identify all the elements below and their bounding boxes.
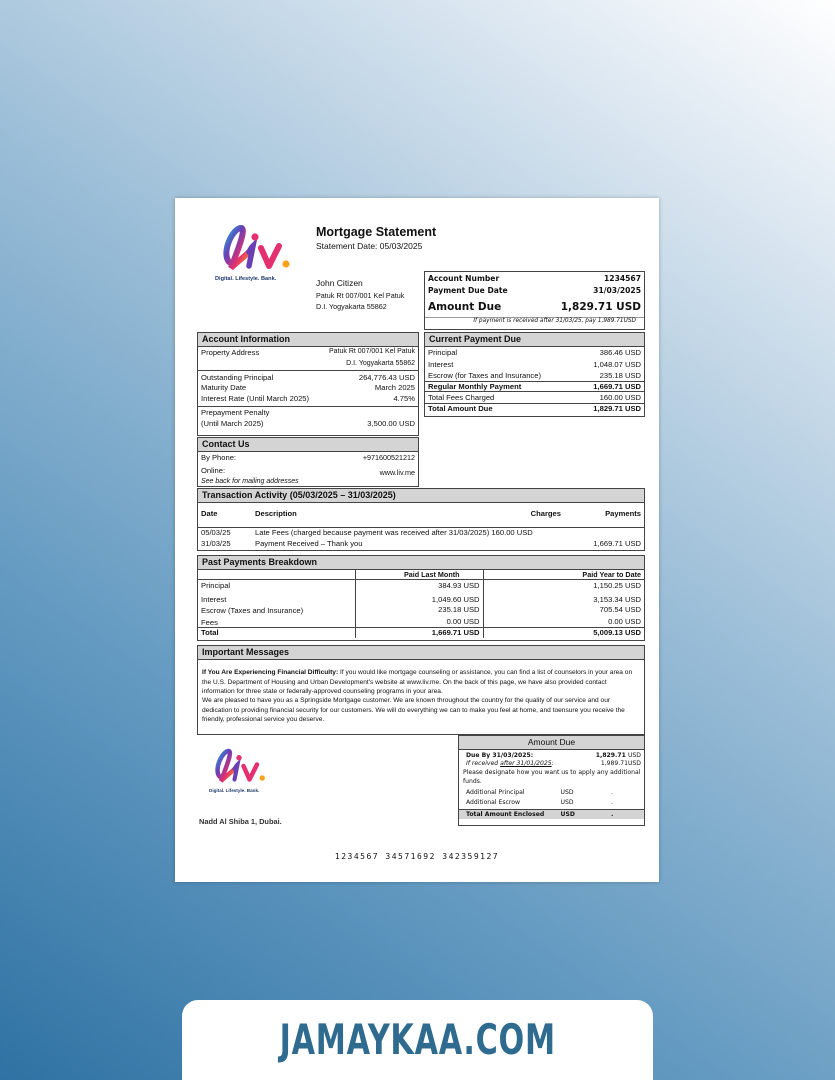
liv-logo-icon xyxy=(215,222,295,274)
past-total-year: 5,009.13 USD xyxy=(483,628,644,638)
message-paragraph-1 xyxy=(202,668,640,696)
current-principal-label: Principal xyxy=(428,348,458,358)
table-row xyxy=(198,591,644,604)
table-row-total xyxy=(198,628,644,638)
past-row-year: 705.54 USD xyxy=(483,604,644,615)
coupon-due-amount xyxy=(596,752,641,760)
additional-principal-row[interactable] xyxy=(459,789,644,797)
additional-escrow-input[interactable]: . xyxy=(611,799,613,807)
customer-block xyxy=(316,278,404,311)
bank-address: Nadd Al Shiba 1, Dubai. xyxy=(199,817,282,826)
past-row-label: Interest xyxy=(201,594,227,604)
customer-name: John Citizen xyxy=(316,278,363,288)
coupon-due-currency: USD xyxy=(627,751,641,759)
message-p2: We are pleased to have you as a Springside Mortgage customer. We are known throughout the country for the quality of our service and our dedication to providing financial security for our customers. We will do everything we can to make you feel at home, and toensure you receive the friendly, professional service you deserve. xyxy=(202,697,625,724)
property-address-line1: Patuk Rt 007/001 Kel Patuk xyxy=(329,348,415,356)
total-enclosed-label: Total Amount Enclosed xyxy=(466,810,545,818)
additional-principal-input[interactable]: . xyxy=(611,788,613,796)
bottom-bank-logo xyxy=(209,746,279,794)
col-payments: Payments xyxy=(605,509,641,519)
coupon-due-value: 1,829.71 xyxy=(595,751,626,759)
past-payments-table xyxy=(198,570,644,637)
interest-rate-label: Interest Rate (Until March 2025) xyxy=(201,394,310,404)
row-description-charges xyxy=(252,527,564,537)
row-payments xyxy=(564,527,644,537)
col-date: Date xyxy=(201,509,218,519)
past-row-last: 384.93 USD xyxy=(355,580,483,591)
mortgage-statement-document xyxy=(175,198,659,882)
transaction-activity-box xyxy=(197,488,645,551)
total-enclosed-row[interactable] xyxy=(459,809,644,820)
online-value[interactable]: www.liv.me xyxy=(379,467,415,477)
transaction-activity-header: Transaction Activity (05/03/2025 – 31/03/2025) xyxy=(198,489,644,503)
additional-principal-currency: USD xyxy=(560,788,574,796)
payment-due-label: Payment Due Date xyxy=(428,286,508,296)
table-row xyxy=(198,527,644,537)
total-enclosed-input[interactable]: . xyxy=(611,810,614,818)
row-charges xyxy=(494,537,564,548)
account-barcode-numbers: 1234567 34571692 342359127 xyxy=(334,852,500,861)
current-principal-value: 386.46 USD xyxy=(599,348,641,358)
additional-escrow-row[interactable] xyxy=(459,799,644,807)
past-row-year: 3,153.34 USD xyxy=(483,591,644,604)
past-row-label: Principal xyxy=(201,581,231,591)
phone-label: By Phone: xyxy=(201,453,237,463)
coupon-late-suffix: : xyxy=(551,760,554,768)
property-address-label: Property Address xyxy=(201,348,260,358)
current-payment-due-header: Current Payment Due xyxy=(425,333,644,347)
message-lead: If You Are Experiencing Financial Difficulty: xyxy=(202,669,339,677)
maturity-date-label: Maturity Date xyxy=(201,382,247,392)
current-escrow-value: 235.18 USD xyxy=(599,371,641,381)
late-payment-note: If payment is received after 31/03/25, pay 1,989.71USD xyxy=(425,317,644,325)
amount-due-label: Amount Due xyxy=(428,300,502,313)
total-amount-due-value: 1,829.71 USD xyxy=(593,403,641,413)
statement-date: Statement Date: 05/03/2025 xyxy=(316,241,423,251)
row-date: 05/03/25 xyxy=(201,527,231,537)
past-row-label: Escrow (Taxes and Insurance) xyxy=(201,606,304,616)
prepayment-penalty-until: (Until March 2025) xyxy=(201,419,264,429)
current-payment-due-box xyxy=(424,332,645,417)
past-row-label: Fees xyxy=(201,617,218,627)
online-label: Online: xyxy=(201,465,226,475)
outstanding-principal-value: 264,776.43 USD xyxy=(358,373,415,383)
table-row xyxy=(198,616,644,628)
total-fees-label: Total Fees Charged xyxy=(428,393,495,403)
past-row-last: 0.00 USD xyxy=(355,616,483,628)
important-messages-header: Important Messages xyxy=(198,646,644,660)
additional-escrow-label: Additional Escrow xyxy=(466,799,520,807)
message-p1: If you would like mortgage counseling or assistance, you can find a list of counselors in your area on the U.S. Department of Housing and Urban Development's website at www.liv.me. On the back of this page, we have also provided contact information for three state or federally-approved counseling programs in your area. xyxy=(202,669,633,695)
past-payments-box xyxy=(197,555,645,641)
row-charges: 160.00 USD xyxy=(491,527,533,537)
col-description: Description xyxy=(255,509,297,519)
bottom-bank-tagline: Digital. Lifestyle. Bank. xyxy=(209,788,260,794)
additional-principal-label: Additional Principal xyxy=(466,788,525,796)
amount-due-value: 1,829.71 USD xyxy=(560,300,641,313)
table-row xyxy=(198,604,644,615)
additional-escrow-currency: USD xyxy=(560,799,574,807)
row-payments: 1,669.71 USD xyxy=(593,539,641,549)
interest-rate-value: 4.75% xyxy=(393,394,415,404)
transaction-table xyxy=(198,509,644,548)
past-row-last: 1,049.60 USD xyxy=(355,591,483,604)
account-number-label: Account Number xyxy=(428,274,500,283)
property-address-line2: D.I. Yogyakarta 55862 xyxy=(346,359,415,367)
coupon-header: Amount Due xyxy=(459,736,644,750)
phone-value: +971600521212 xyxy=(362,453,415,463)
past-total-last: 1,669.71 USD xyxy=(355,628,483,638)
past-row-year: 0.00 USD xyxy=(483,616,644,628)
coupon-late-date: after 31/01/2025 xyxy=(500,760,552,768)
regular-monthly-payment-value: 1,669.71 USD xyxy=(593,381,641,391)
important-messages-body xyxy=(198,660,644,727)
table-row xyxy=(198,580,644,591)
account-number-value: 1234567 xyxy=(604,274,641,283)
past-col-blank xyxy=(198,570,355,580)
customer-address-line1: Patuk Rt 007/001 Kel Patuk xyxy=(316,290,405,300)
account-summary-box xyxy=(424,271,645,330)
coupon-late-prefix: If received xyxy=(466,760,501,768)
current-interest-value: 1,048.07 USD xyxy=(593,359,641,369)
coupon-due-label: Due By 31/03/2025: xyxy=(466,751,534,759)
total-fees-value: 160.00 USD xyxy=(599,393,641,403)
col-paid-last-month-label: Paid Last Month xyxy=(403,570,460,580)
outstanding-principal-label: Outstanding Principal xyxy=(201,373,274,383)
past-row-year: 1,150.25 USD xyxy=(483,580,644,591)
past-payments-header: Past Payments Breakdown xyxy=(198,556,644,570)
col-paid-last-month xyxy=(355,570,483,580)
coupon-late-value: 1,989.71USD xyxy=(600,760,641,768)
customer-address-line2: D.I. Yogyakarta 55862 xyxy=(316,301,387,311)
current-escrow-label: Escrow (for Taxes and Insurance) xyxy=(428,371,541,381)
contact-us-box xyxy=(197,437,419,487)
bank-logo xyxy=(215,222,305,286)
coupon-late-label xyxy=(462,760,554,768)
amount-due-coupon xyxy=(458,735,645,826)
maturity-date-value: March 2025 xyxy=(374,382,415,392)
important-messages-box xyxy=(197,645,645,735)
past-total-label: Total xyxy=(201,628,219,638)
col-paid-year-to-date: Paid Year to Date xyxy=(483,570,644,580)
regular-monthly-payment-label: Regular Monthly Payment xyxy=(428,381,522,391)
current-interest-label: Interest xyxy=(428,359,454,369)
row-description: Late Fees (charged because payment was received after 31/03/2025) xyxy=(255,527,490,537)
bank-tagline: Digital. Lifestyle. Bank. xyxy=(215,276,277,283)
statement-title: Mortgage Statement xyxy=(316,225,437,239)
col-charges: Charges xyxy=(530,509,561,519)
coupon-designate-text: Please designate how you want us to apply any additional funds. xyxy=(463,768,641,785)
mailing-note: See back for mailing addresses xyxy=(201,477,299,485)
liv-logo-icon xyxy=(209,746,269,786)
watermark-text: JAMAYKAA.COM xyxy=(279,1015,556,1064)
payment-due-value: 31/03/2025 xyxy=(593,286,641,296)
table-row xyxy=(198,537,644,548)
account-information-box xyxy=(197,332,419,436)
past-row-last: 235.18 USD xyxy=(355,604,483,615)
total-amount-due-label: Total Amount Due xyxy=(428,403,493,413)
row-description: Payment Received – Thank you xyxy=(255,539,363,549)
prepayment-penalty-value: 3,500.00 USD xyxy=(367,419,415,429)
total-enclosed-currency: USD xyxy=(560,810,575,818)
watermark-banner xyxy=(182,1000,653,1080)
prepayment-penalty-label: Prepayment Penalty xyxy=(201,407,270,417)
row-date: 31/03/25 xyxy=(201,539,231,549)
account-information-header: Account Information xyxy=(198,333,418,347)
contact-us-header: Contact Us xyxy=(198,438,418,452)
